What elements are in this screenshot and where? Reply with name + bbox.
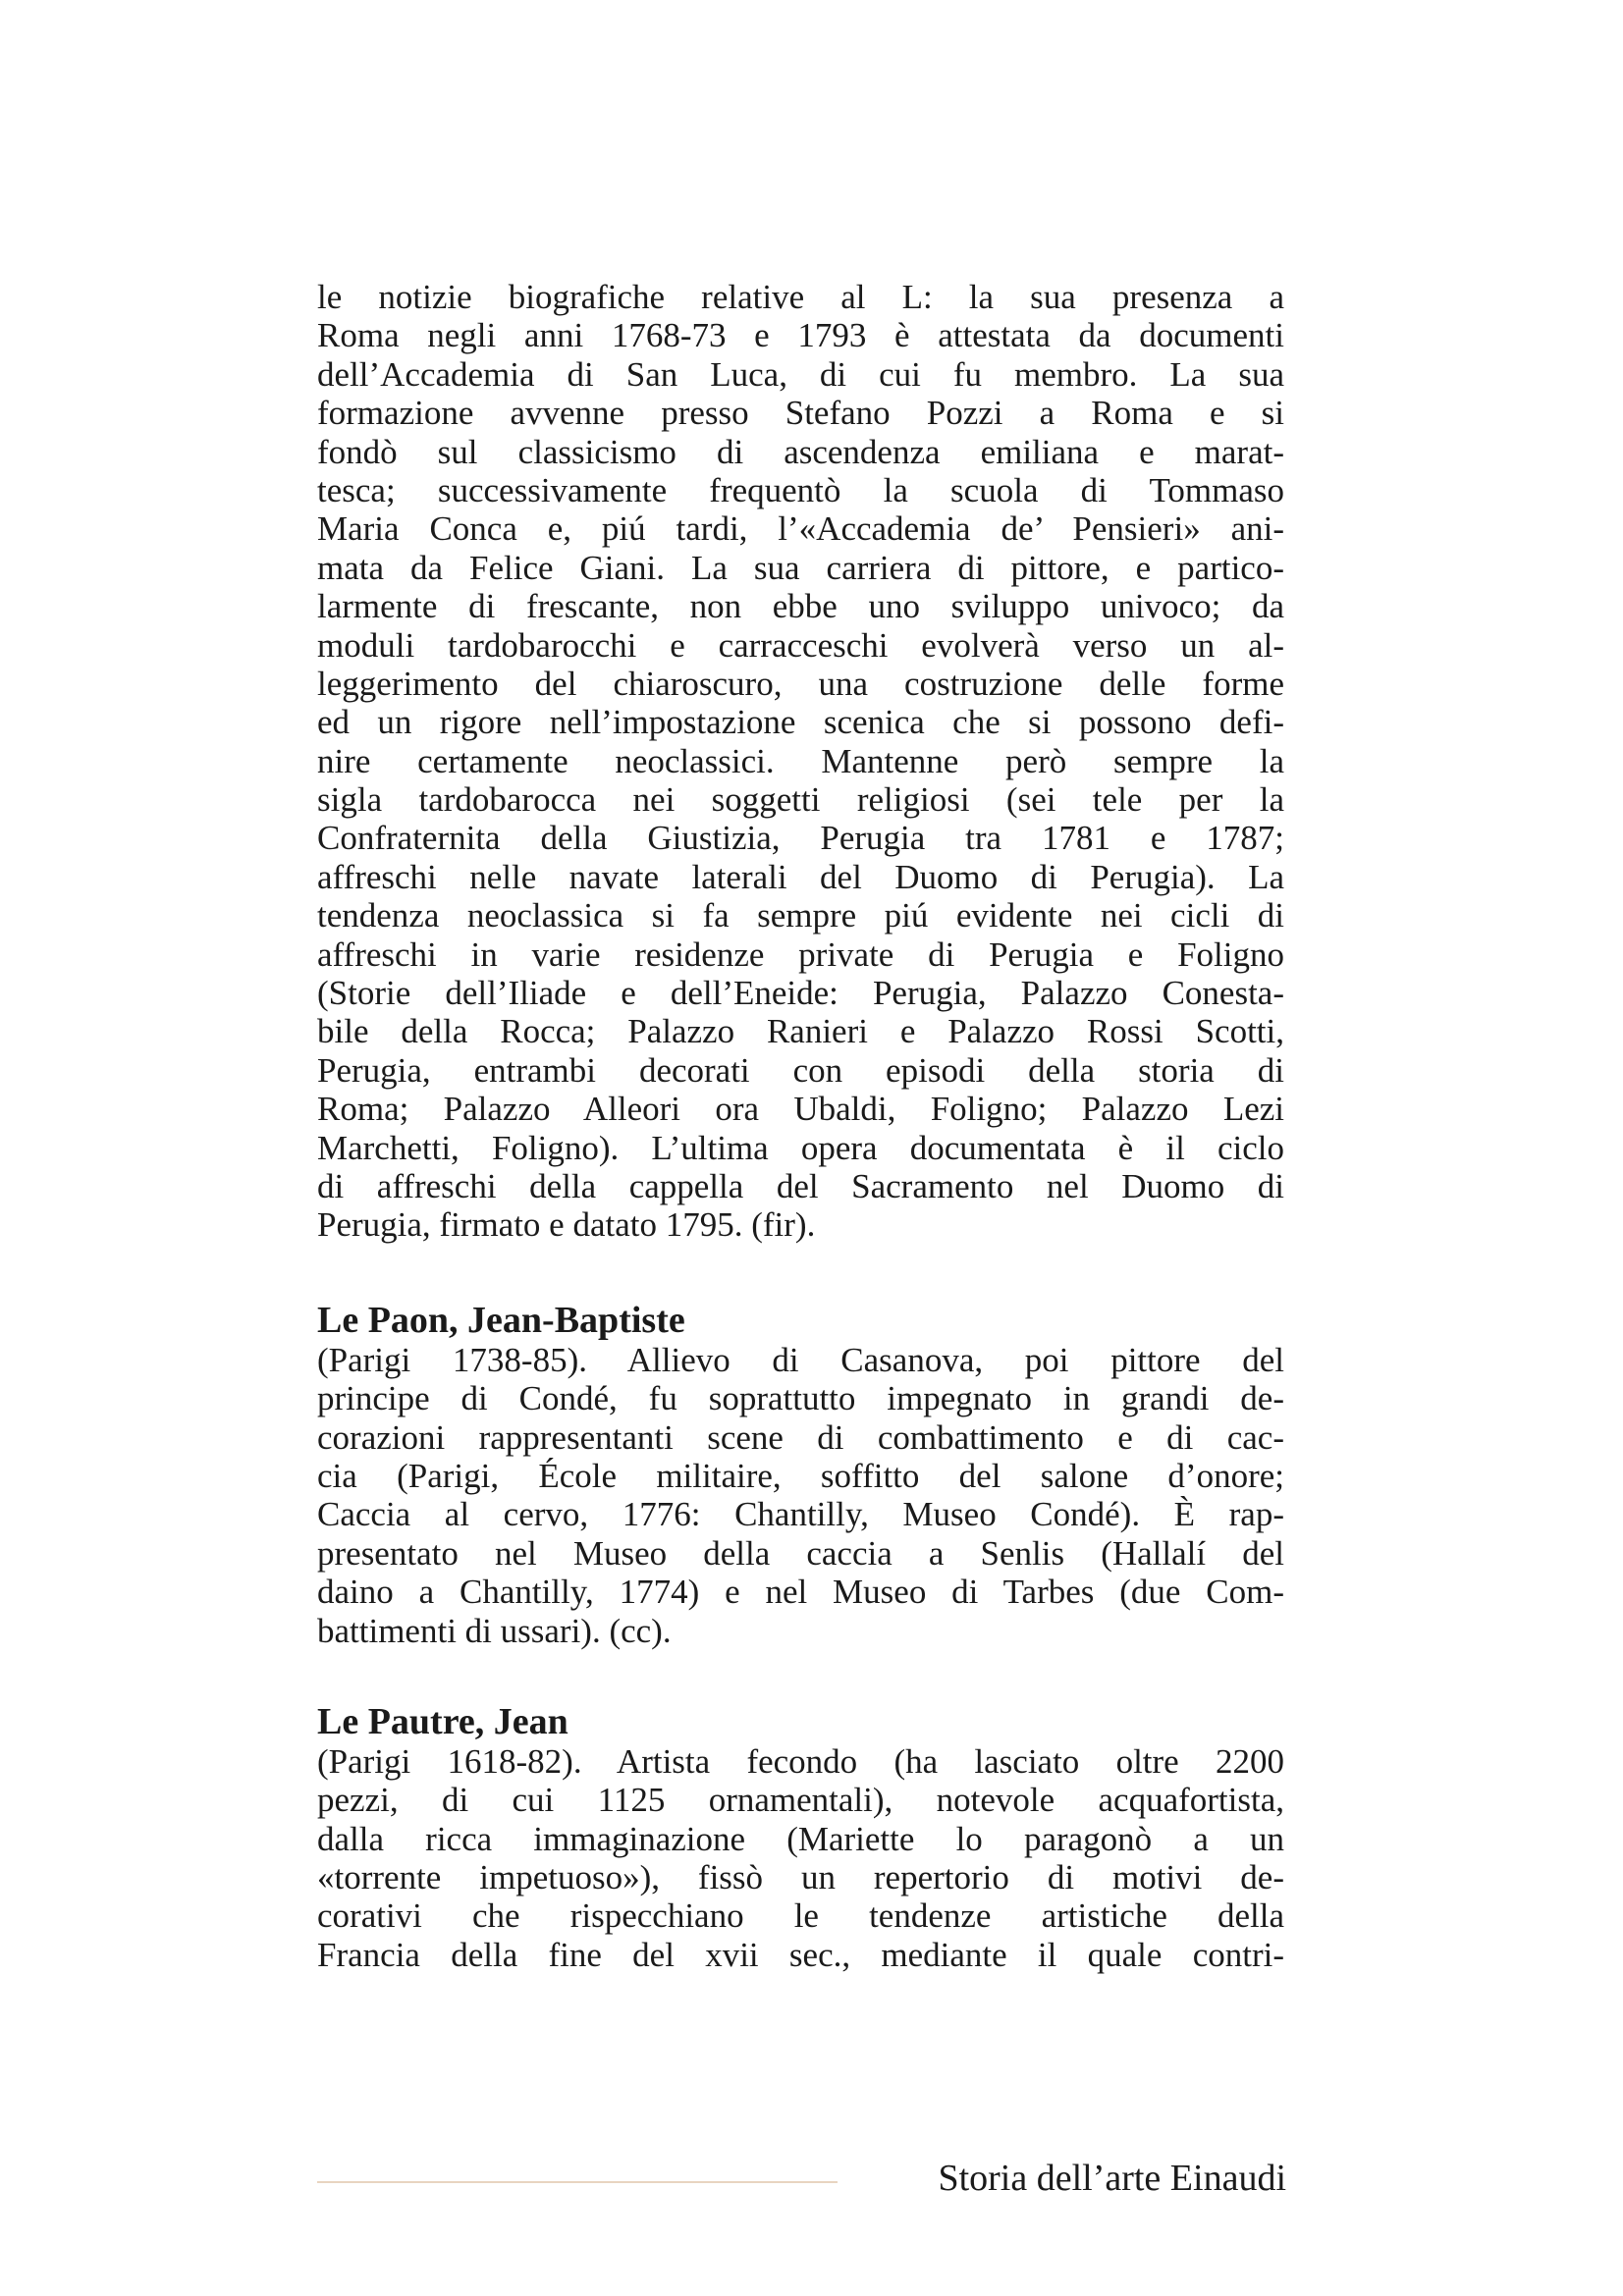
- text-line: dell’Accademia di San Luca, di cui fu membro. La sua: [317, 354, 1284, 394]
- text-line: tendenza neoclassica si fa sempre piú evidente nei cicli di: [317, 896, 1284, 935]
- text-line: tesca; successivamente frequentò la scuola di Tommaso: [317, 470, 1284, 509]
- text-line: cia (Parigi, École militaire, soffitto del salone d’onore;: [317, 1456, 1284, 1495]
- text-line: daino a Chantilly, 1774) e nel Museo di Tarbes (due Com-: [317, 1573, 1284, 1612]
- text-line: dalla ricca immaginazione (Mariette lo paragonò a un: [317, 1819, 1284, 1858]
- footer-rule: [317, 2181, 838, 2183]
- text-line: Caccia al cervo, 1776: Chantilly, Museo Condé). È rap-: [317, 1495, 1284, 1534]
- text-line: di affreschi della cappella del Sacramento nel Duomo di: [317, 1166, 1284, 1205]
- text-line: le notizie biografiche relative al L: la sua presenza a: [317, 278, 1284, 316]
- text-line: (Storie dell’Iliade e dell’Eneide: Perugia, Palazzo Conesta-: [317, 974, 1284, 1013]
- text-line: larmente di frescante, non ebbe uno sviluppo univoco; da: [317, 587, 1284, 626]
- text-line: ed un rigore nell’impostazione scenica che si possono defi-: [317, 703, 1284, 742]
- text-line: moduli tardobarocchi e carracceschi evolverà verso un al-: [317, 625, 1284, 665]
- text-line: affreschi nelle navate laterali del Duomo di Perugia). La: [317, 857, 1284, 896]
- text-line: pezzi, di cui 1125 ornamentali), notevole acquafortista,: [317, 1781, 1284, 1820]
- text-line: battimenti di ussari). (cc).: [317, 1611, 672, 1650]
- intro-paragraph: [317, 278, 1284, 1245]
- text-line: corazioni rappresentanti scene di combattimento e di cac-: [317, 1417, 1284, 1457]
- text-line: bile della Rocca; Palazzo Ranieri e Palazzo Rossi Scotti,: [317, 1012, 1284, 1051]
- footer-title: Storia dell’arte Einaudi: [938, 2158, 1286, 2199]
- text-line: Maria Conca e, piú tardi, l’«Accademia de’ Pensieri» ani-: [317, 509, 1284, 549]
- text-line: Roma negli anni 1768-73 e 1793 è attestata da documenti: [317, 316, 1284, 355]
- text-line: (Parigi 1738-85). Allievo di Casanova, poi pittore del: [317, 1340, 1284, 1379]
- text-line: Perugia, entrambi decorati con episodi della storia di: [317, 1050, 1284, 1090]
- entry-le-pautre: [317, 1701, 1284, 1974]
- text-line: Francia della fine del xvii sec., mediante il quale contri-: [317, 1935, 1284, 1974]
- text-line: Perugia, firmato e datato 1795. (fir).: [317, 1205, 816, 1245]
- text-line: leggerimento del chiaroscuro, una costruzione delle forme: [317, 664, 1284, 703]
- text-line: formazione avvenne presso Stefano Pozzi a Roma e si: [317, 394, 1284, 433]
- text-line: corativi che rispecchiano le tendenze artistiche della: [317, 1896, 1284, 1936]
- text-line: mata da Felice Giani. La sua carriera di pittore, e partico-: [317, 548, 1284, 587]
- text-line: «torrente impetuoso»), fissò un repertorio di motivi de-: [317, 1858, 1284, 1897]
- text-line: presentato nel Museo della caccia a Senlis (Hallalí del: [317, 1533, 1284, 1573]
- entry-heading: Le Paon, Jean-Baptiste: [317, 1299, 685, 1341]
- entry-heading: Le Pautre, Jean: [317, 1700, 568, 1742]
- text-line: sigla tardobarocca nei soggetti religiosi (sei tele per la: [317, 780, 1284, 820]
- text-line: fondò sul classicismo di ascendenza emiliana e marat-: [317, 432, 1284, 471]
- text-line: affreschi in varie residenze private di Perugia e Foligno: [317, 934, 1284, 974]
- text-line: Roma; Palazzo Alleori ora Ubaldi, Foligno; Palazzo Lezi: [317, 1090, 1284, 1129]
- text-line: Confraternita della Giustizia, Perugia tra 1781 e 1787;: [317, 819, 1284, 858]
- text-column: [317, 278, 1284, 1974]
- text-line: nire certamente neoclassici. Mantenne però sempre la: [317, 741, 1284, 780]
- entry-le-paon: [317, 1300, 1284, 1650]
- text-line: (Parigi 1618-82). Artista fecondo (ha lasciato oltre 2200: [317, 1741, 1284, 1781]
- text-line: Marchetti, Foligno). L’ultima opera documentata è il ciclo: [317, 1128, 1284, 1167]
- text-line: principe di Condé, fu soprattutto impegnato in grandi de-: [317, 1379, 1284, 1418]
